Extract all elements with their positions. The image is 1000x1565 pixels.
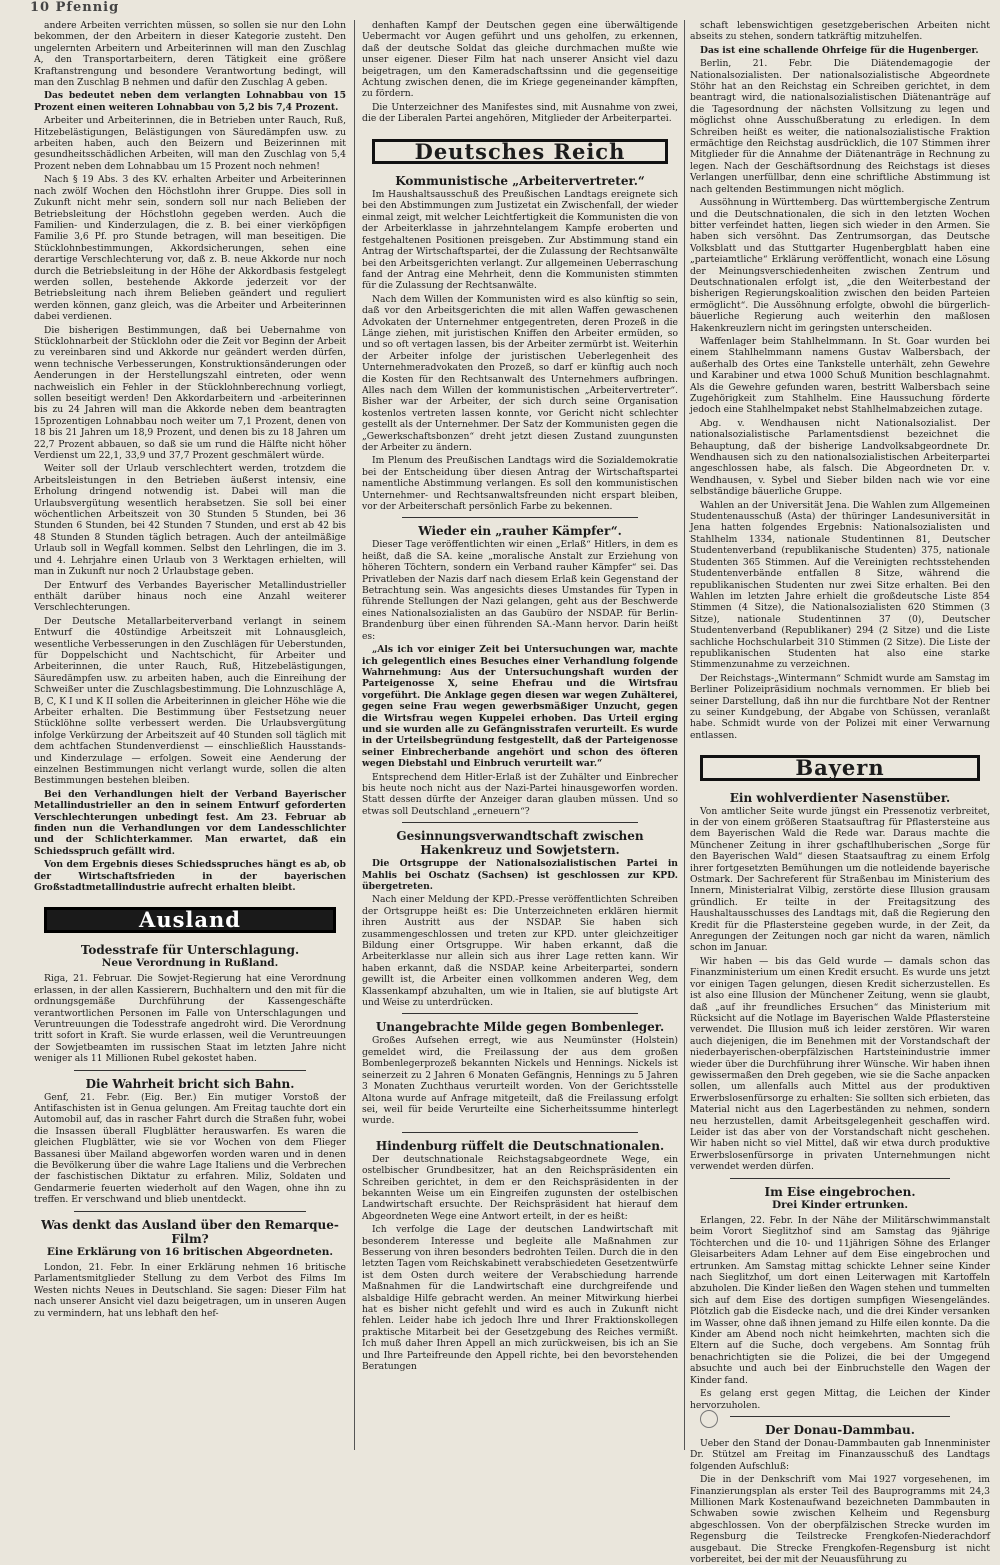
binding-hole-icon	[700, 1410, 718, 1428]
paragraph: Der Entwurf des Verbandes Bayerischer Metallindustrieller enthält darüber hinaus noch eine Anzahl weiterer Verschlechterungen.	[34, 579, 346, 614]
paragraph: Ueber den Stand der Donau-Dammbauten gab Innenminister Dr. Stützel am Freitag im Finanzausschuß des Landtags folgenden Aufschluß:	[690, 1437, 990, 1472]
paragraph: Bei den Verhandlungen hielt der Verband Bayerischer Metallindustrieller an den in seinem Entwurf geforderten Verschlechterungen unbedingt fest. Am 23. Februar ab finden nun die Verhandlungen vor dem Landesschlichter und der Schlichterkammer. Man erwartet, daß ein Schiedsspruch gefällt wird.	[34, 788, 346, 857]
divider	[402, 517, 638, 518]
divider	[730, 1178, 950, 1179]
page-header: 10 Pfennig	[30, 0, 120, 15]
paragraph: Der Reichstags-„Wintermann“ Schmidt wurde am Samstag im Berliner Polizeipräsidium nochmals vernommen. Er blieb bei seiner Darstellung, daß ihn nur die furchtbare Not der Rentner zu seiner Kundgebung, der Abgabe von Schüssen, veranlaßt habe. Schmidt wurde von der Polizei mit einer Verwarnung entlassen.	[690, 672, 990, 741]
article-subtitle: Eine Erklärung von 16 britischen Abgeordneten.	[46, 1245, 334, 1258]
paragraph: Von amtlicher Seite wurde jüngst ein Pressenotiz verbreitet, in der von einem größeren Staatsauftrag für Pflastersteine aus dem Bayerischen Wald die Rede war. Daraus machte die Münchener Zeitung in ihrer gschaftlhuberischen „Sorge für den Bayerischen Wald“ diesen Staatsauftrag zu einem Erfolg ihrer fortgesetzten Bemühungen um die notleidende bayerische Ostmark. Der Sachreferent für Straßenbau im Ministerium des Innern, Ministerialrat Vilbig, zerstörte diese Illusion grausam gründlich. Er teilte in der Freitagsitzung des Haushaltausschusses des Landtags mit, daß die Regierung den Kredit für die Pflastersteine gegeben wurde, in der Zeit, da Anregungen der Zeitungen noch gar nicht da waren, nämlich schon im Januar.	[690, 805, 990, 954]
paragraph: Riga, 21. Februar. Die Sowjet-Regierung hat eine Verordnung erlassen, in der allen Kassierern, Buchhaltern und den mit für die ordnungsgemäße Durchführung der Kassengeschäfte verantwortlichen Personen im Falle von Unterschlagungen und Veruntreuungen die Todesstrafe angedroht wird. Die Verordnung tritt sofort in Kraft. Sie wurde erlassen, weil die Veruntreuungen der Sowjetbeamten im russischen Staat im letzten Jahre nicht weniger als 11 Millionen Rubel gekostet haben.	[34, 973, 346, 1065]
paragraph: Die Ortsgruppe der Nationalsozialistischen Partei in Mahlis bei Oschatz (Sachsen) ist geschlossen zur KPD. übergetreten.	[362, 858, 678, 892]
article-subtitle: Drei Kinder ertrunken.	[771, 1198, 909, 1211]
article-title: Was denkt das Ausland über den Remarque-Film?	[41, 1217, 339, 1246]
paragraph: Erlangen, 22. Febr. In der Nähe der Militärschwimmanstalt beim Vorort Sieglitzhof sind am Samstag das 9jährige Töchterchen und die 10- und 11jährigen Söhne des Erlanger Gleisarbeiters Adam Lehner auf dem Eise eingebrochen und ertrunken. Am Samstag mittag schickte Lehner seine Kinder nach Sieglitzhof, um dort einen Leiterwagen mit Kartoffeln abzuholen. Die Kinder ließen den Wagen stehen und tummelten sich auf dem Eise des dortigen sumpfigen Wiesengeländes. Plötzlich gab die Eisdecke nach, und die drei Kinder versanken im Wasser, ohne daß ihnen jemand zu Hilfe eilen konnte. Da die Kinder am Abend noch nicht heimkehrten, machten sich die Eltern auf die Suche, doch vergebens. Am Sonntag früh benachrichtigten sie die Polizei, die bei der Umgegend absuchte und auch bei der Einbruchstelle den Wagen der Kinder fand.	[690, 1215, 990, 1386]
divider	[74, 1211, 306, 1212]
column-2	[362, 20, 678, 1450]
paragraph: Das ist eine schallende Ohrfeige für die Hugenberger.	[700, 44, 979, 56]
section-header-ausland: Ausland	[44, 907, 336, 932]
column-1	[34, 20, 346, 1450]
paragraph: London, 21. Febr. In einer Erklärung nehmen 16 britische Parlamentsmitglieder Stellung zu dem Verbot des Films Im Westen nichts Neues in Deutschland. Sie sagen: Dieser Film hat nach unserer Ansicht viel dazu beigetragen, um in unseren Augen zu vermindern, hat uns lebhaft den hef-	[34, 1262, 346, 1319]
paragraph: Nach dem Willen der Kommunisten wird es also künftig so sein, daß vor den Arbeitsgerichten die mit allen Waffen gewaschenen Advokaten der Unternehmer entgegentreten, deren Prozeß in die Länge ziehen, mit juristischen Kniffen den Arbeiter ermüden, so und so oft vertagen lassen, bis der Arbeiter zermürbt ist. Weiterhin der Arbeiter infolge der juristischen Ueberlegenheit des Unternehmeradvokaten den Prozeß, so darf er künftig auch noch die Kosten für den Rechtsanwalt des Unternehmers aufbringen. Alles nach dem Willen der kommunistischen „Arbeitervertreter“. Bisher war der Arbeiter, der sich durch seine Organisation kostenlos vertreten lassen konnte, vor Gericht nicht schlechter gestellt als der Unternehmer. Der Satz der Kommunisten gegen die „Gewerkschaftsbonzen“ dreht jetzt diesen Zustand zuungunsten der Arbeiter zu ändern.	[362, 293, 678, 453]
paragraph: Im Haushaltsausschuß des Preußischen Landtags ereignete sich bei den Abstimmungen zum Justizetat ein Zwischenfall, der wieder einmal zeigt, mit welcher Leichtfertigkeit die Kommunisten die von der Arbeiterklasse in jahrzehntelangem Kampfe eroberten und festgehaltenen Positionen preisgeben. Zur Abstimmung stand ein Antrag der Wirtschaftspartei, der die Zulassung der Rechtsanwälte bei den Arbeitsgerichten verlangt. Zur allgemeinen Ueberraschung fand der Antrag eine Mehrheit, denn die Kommunisten stimmten für die Zulassung der Rechtsanwälte.	[362, 189, 678, 292]
paragraph: Dieser Tage veröffentlichten wir einen „Erlaß“ Hitlers, in dem es heißt, daß die SA. keine „moralische Anstalt zur Erziehung von höheren Töchtern, sondern ein Verband rauher Kämpfer“ sei. Das Privatleben der Nazis darf nach diesem Erlaß kein Gegenstand der Betrachtung sein. Was angesichts dieses Umstandes für Typen in führende Stellungen der Nazi gelangen, geht aus der Beschwerde eines Nationalsozialisten an das Gaubüro der NSDAP. für Berlin-Brandenburg über einen führenden SA.-Mann hervor. Darin heißt es:	[362, 539, 678, 642]
paragraph: Nach einer Meldung der KPD.-Presse veröffentlichten Schreiben der Ortsgruppe heißt es: Die Unterzeichneten erklären hiermit ihren Austritt aus der NSDAP. Sie haben sich zusammengeschlossen und treten zur KPD. unter gleichzeitiger Bildung einer Ortsgruppe. Wir haben erkannt, daß die Arbeiterklasse nur allein sich aus ihrer Lage retten kann. Wir haben erkannt, daß die NSDAP. keine Arbeiterpartei, sondern gewillt ist, die Arbeiter einen vollkommen anderen Weg, dem Klassenkampf abzuhalten, um wie in Italien, sie auf blutigste Art und Weise zu unterdrücken.	[362, 894, 678, 1009]
paragraph: denhaften Kampf der Deutschen gegen eine überwältigende Uebermacht vor Augen geführt und uns geholfen, zu erkennen, daß der deutsche Soldat das gleiche durchmachen mußte wie unser eigener. Dieser Film hat nach unserer Ansicht viel dazu beigetragen, um den Kameradschaftssinn und die gegenseitige Achtung zwischen denen, die im Kriege gegeneinander kämpften, zu fördern.	[362, 20, 678, 100]
paragraph: Abg. v. Wendhausen nicht Nationalsozialist. Der nationalsozialistische Parlamentsdienst bezeichnet die Behauptung, daß der bisherige Landvolksabgeordnete Dr. Wendhausen sich zu den nationalsozialistischen Arbeiterpartei angeschlossen habe, als falsch. Die Abgeordneten Dr. v. Wendhausen, v. Sybel und Sieber bilden nach wie vor eine selbständige bäuerliche Gruppe.	[690, 417, 990, 498]
article-title: Die Wahrheit bricht sich Bahn.	[85, 1076, 295, 1091]
article-title: Todesstrafe für Unterschlagung.	[80, 942, 300, 957]
paragraph: Die in der Denkschrift vom Mai 1927 vorgesehenen, im Finanzierungsplan als erster Teil des Bauprogramms mit 24,3 Millionen Mark Kostenaufwand bezeichneten Dammbauten in Schwaben sowie zwischen Kelheim und Regensburg abgeschlossen. Von der oberpfälzischen Strecke wurden im Regensburg die Teilstrecke Frengkofen-Niederachdorf ausgebaut. Die Strecke Frengkofen-Regensburg ist nicht vorbereitet, bei der mit der Neuausführung zu	[690, 1474, 990, 1565]
divider	[74, 1070, 306, 1071]
article-title: Ein wohlverdienter Nasenstüber.	[729, 790, 951, 805]
paragraph: schaft lebenswichtigen gesetzgeberischen Arbeiten nicht abseits zu stehen, sondern tatkräftig mitzuhelfen.	[690, 20, 990, 43]
paragraph: Arbeiter und Arbeiterinnen, die in Betrieben unter Rauch, Ruß, Hitzebelästigungen, Belästigungen von Säuredämpfen usw. zu arbeiten haben, auch den Beizern und Beizerinnen mit gesundheitsschädlichen Arbeiten, will man den Zuschlag von 5,4 Prozent neben dem Lohnabbau um 15 Prozent noch nehmen!	[34, 115, 346, 172]
paragraph: Wir haben — bis das Geld wurde — damals schon das Finanzministerium um einen Kredit ersucht. Es wurde uns jetzt vor einigen Tagen gelungen, diesen Kredit sicherzustellen. Es ist also eine Illusion der Münchener Zeitung, wenn sie glaubt, daß „auf ihr freundliches Ersuchen“ das Ministerium mit Rücksicht auf die Notlage im Bayerischen Walde Pflastersteine verwendet. Die Illusion muß ich leider zerstören. Wir waren auch diejenigen, die im Benehmen mit der Vorstandschaft der niederbayerischen-oberpfälzischen Hartsteinindustrie immer wieder über die Durchführung ihrer Wünsche. Wir haben ihnen gewissermaßen den Dreh gegeben, wie sie die Sache anpacken sollen, um allenfalls auch Mittel aus der produktiven Erwerbslosenfürsorge zu erhalten: Sie sollten sich erbieten, das Material nicht aus den Lagerbeständen zu nehmen, sondern neu herzustellen, damit Arbeitsgelegenheit geschaffen wird. Leider ist das aber von der Vorstandschaft nicht geschehen. Wir haben nicht so viel Mittel, daß wir etwa durch produktive Erwerbslosenfürsorge in privaten Unternehmungen nicht verwendet werden dürfen.	[690, 955, 990, 1173]
paragraph: Die bisherigen Bestimmungen, daß bei Uebernahme von Stücklohnarbeit der Stücklohn oder die Zeit vor Beginn der Arbeit zu vereinbaren sind und Akkorde nur geändert werden dürfen, wenn technische Verbesserungen, Konstruktionsänderungen oder Aenderungen in der Herstellungszahl eintreten, oder wenn nachweislich ein Fehler in der Stücklohnberechnung vorliegt, sollen beseitigt werden! Den Akkordarbeitern und -arbeiterinnen bis zu 24 Jahren will man die Akkorde neben dem beantragten 15prozentigen Lohnabbau noch weiter um 7,1 Prozent, denen von 18 bis 21 Jahren um 18,9 Prozent, und denen bis zu 18 Jahren um 22,7 Prozent abbauen, so daß sie um rund die Hälfte nicht höher Verdienst um 22,1, 33,9 und 37,7 Prozent geschmälert würde.	[34, 324, 346, 462]
article-title: Hindenburg rüffelt die Deutschnationalen.	[375, 1138, 665, 1153]
paragraph: Großes Aufsehen erregt, wie aus Neumünster (Holstein) gemeldet wird, die Freilassung der aus dem großen Bombenlegerprozeß bekannten Nickels und Hennings. Nickels ist seinerzeit zu 2 Jahren 6 Monaten Gefängnis, Hennings zu 5 Jahren 3 Monaten Zuchthaus verurteilt worden. Von der Gerichtsstelle Altona wurde auf Anfrage mitgeteilt, daß die Freilassung erfolgt sei, weil für beide Verurteilte eine Sicherheitssumme hinterlegt wurde.	[362, 1035, 678, 1127]
paragraph: Weiter soll der Urlaub verschlechtert werden, trotzdem die Arbeitsleistungen in den Betrieben äußerst intensiv, eine Erholung dringend notwendig ist. Dabei will man die Urlaubsvergütung wesentlich herabsetzen. Sie soll bei einer wöchentlichen Arbeitszeit von 30 Stunden 5 Stunden, bei 36 Stunden 6 Stunden, bei 42 Stunden 7 Stunden, und erst ab 42 bis 48 Stunden 8 Stunden täglich betragen. Auch der anteilmäßige Urlaub soll in Wegfall kommen. Selbst den Lehrlingen, die im 3. und 4. Lehrjahre einen Urlaub von 3 Werktagen erhielten, will man in Zukunft nur noch 2 Urlaubstage geben.	[34, 463, 346, 578]
paragraph: Nach § 19 Abs. 3 des KV. erhalten Arbeiter und Arbeiterinnen nach zwölf Wochen den Höchstlohn ihrer Gruppe. Dies soll in Zukunft nicht mehr sein, sondern soll nur nach Belieben der Betriebsleitung der Höchstlohn gegeben werden. Auch die Familien- und Kinderzulagen, die z. B. bei einer vierköpfigen Familie 3,6 Pf. pro Stunde betragen, will man beseitigen. Die Stücklohnbestimmungen, Akkordsicherungen, sehen eine derartige Verschlechterung vor, daß z. B. neue Akkorde nur noch durch die Betriebsleitung in der Höhe der Akkordbasis festgelegt werden sollen, bestehende Akkorde jederzeit vor der Betriebsleitung nach ihrem Belieben geändert und reguliert werden können, ganz gleich, was die Arbeiter und Arbeiterinnen dabei verdienen.	[34, 174, 346, 323]
paragraph: Berlin, 21. Febr. Die Diätendemagogie der Nationalsozialisten. Der nationalsozialistische Abgeordnete Stöhr hat an den Reichstag ein Schreiben gerichtet, in dem beantragt wird, die nationalsozialistischen Diätenanträge auf die Tagesordnung der nächsten Vollsitzung zu legen und möglichst ohne Ausschußberatung zu erledigen. In dem Schreiben heißt es weiter, die nationalsozialistische Fraktion ermächtige den Reichstag ausdrücklich, die 107 Stimmen ihrer Mitglieder für die Annahme der Diätenanträge in Rechnung zu legen. Nach der Geschäftsordnung des Reichstags ist dieses Verlangen unerfüllbar, denn eine schriftliche Abstimmung ist nach geltenden Bestimmungen nicht möglich.	[690, 58, 990, 195]
paragraph: Von dem Ergebnis dieses Schiedsspruches hängt es ab, ob der Wirtschaftsfrieden in der bayerischen Großstadtmetallindustrie aufrecht erhalten bleibt.	[34, 859, 346, 894]
divider	[730, 1416, 950, 1417]
divider	[402, 822, 638, 823]
paragraph: andere Arbeiten verrichten müssen, so sollen sie nur den Lohn bekommen, der den Arbeitern in dieser Kategorie zusteht. Den ungelernten Arbeitern und Arbeiterinnen will man den Zuschlag A, den Transportarbeitern, deren Tätigkeit eine größere Kraftanstrengung und besondere Verantwortung bedingt, will man den Zuschlag B nehmen und dafür den Zuschlag A geben.	[34, 20, 346, 89]
column-rule	[684, 20, 685, 1450]
paragraph: Der Deutsche Metallarbeiterverband verlangt in seinem Entwurf die 40stündige Arbeitszeit mit Lohnausgleich, wesentliche Verbesserungen in den Zuschlägen für Ueberstunden, für Doppelschicht und Nachtschicht, für Arbeiter und Arbeiterinnen, die unter Rauch, Ruß, Hitzebelästigungen, Säuredämpfen usw. zu arbeiten haben, auch die Einreihung der Schweißer unter die Zuschlagsbestimmung. Die Lohnzuschläge A, B, C, K I und K II sollen die Arbeiterinnen in gleicher Höhe wie die Arbeiter erhalten. Die Bestimmung über Festsetzung neuer Stücklöhne sollte verbessert werden. Die Urlaubsvergütung infolge Verkürzung der Arbeitszeit auf 40 Stunden soll täglich mit dem achtfachen Stundenverdienst — einschließlich Hausstands- und Kinderzulage — erfolgen. Soweit eine Aenderung der einzelnen Bestimmungen nicht verlangt wurde, sollen die alten Bestimmungen bestehen bleiben.	[34, 615, 346, 787]
paragraph: Es gelang erst gegen Mittag, die Leichen der Kinder hervorzuholen.	[690, 1388, 990, 1411]
paragraph: Der deutschnationale Reichstagsabgeordnete Wege, ein ostelbischer Grundbesitzer, hat an den Reichspräsidenten ein Schreiben gerichtet, in dem er den Reichspräsidenten in der bekannten Weise um ein Eingreifen zugunsten der ostelbischen Landwirtschaft ersuchte. Der Reichspräsident hat hierauf dem Abgeordneten Wege eine Antwort erteilt, in der es heißt:	[362, 1153, 678, 1222]
paragraph: Ich verfolge die Lage der deutschen Landwirtschaft mit besonderem Interesse und begleite alle Maßnahmen zur Besserung von ihren besonders bedrohten Teilen. Durch die in den letzten Tagen vom Reichskabinett verabschiedeten Gesetzentwürfe ist dem Osten durch weitere der Verabschiedung harrende Maßnahmen für die Landwirtschaft eine durchgreifende und alsbaldige Hilfe gebracht werden. An meiner Mitwirkung hierbei hat es bisher nicht gefehlt und wird es auch in Zukunft nicht fehlen. Leider habe ich jedoch Ihre und Ihrer Fraktionskollegen praktische Mitarbeit bei der Gesetzgebung des Reiches vermißt. Ich muß daher Ihren Appell an mich zurückweisen, bis ich an Sie und Ihre Parteifreunde den Appell richte, bei den bevorstehenden Beratungen	[362, 1224, 678, 1373]
article-title: Wieder ein „rauher Kämpfer“.	[418, 524, 622, 539]
paragraph: „Als ich vor einiger Zeit bei Untersuchungen war, machte ich gelegentlich eines Besuches einer Verhandlung folgende Wahrnehmung: Aus der Untersuchungshaft wurden der Parteigenosse X, seine Ehefrau und die Wirtsfrau vorgeführt. Die Anklage gegen diesen war wegen Zuhälterei, gegen seine Frau wegen gewerbsmäßiger Unzucht, gegen die Wirtsfrau wegen Kuppelei erhoben. Das Urteil erging und sie wurden alle zu Gefängnisstrafen verurteilt. Es wurde in der Urteilsbegründung festgestellt, daß der Parteigenosse seiner Einbrecherbande angehört und schon des öfteren wegen Diebstahl und Einbruch verurteilt war.“	[362, 644, 678, 770]
paragraph: Genf, 21. Febr. (Eig. Ber.) Ein mutiger Vorstoß der Antifaschisten ist in Genua gelungen. Am Freitag tauchte dort ein Automobil auf, das in rascher Fahrt durch die Straßen fuhr, wobei die Insassen überall Flugblätter herauswarfen. Es waren die gleichen Flugblätter, wie sie vor Wochen von dem Flieger Bassanesi über Mailand abgeworfen worden waren und in denen die Bevölkerung über die wahre Lage Italiens und die Verbrechen der faschistischen Diktatur zu erfahren. Miliz, Soldaten und Gendarmerie feuerten wiederholt auf den Wagen, ohne ihn zu treffen. Er verschwand und blieb unentdeckt.	[34, 1091, 346, 1206]
divider	[402, 1132, 638, 1133]
paragraph: Im Plenum des Preußischen Landtags wird die Sozialdemokratie bei der Entscheidung über diesen Antrag der Wirtschaftspartei namentliche Abstimmung verlangen. Es soll den kommunistischen Unternehmer- und Rechtsanwaltsfreunden nicht erspart bleiben, vor der Arbeiterschaft persönlich Farbe zu bekennen.	[362, 455, 678, 513]
paragraph: Waffenlager beim Stahlhelmmann. In St. Goar wurden bei einem Stahlhelmmann namens Gustav Walbersbach, der außerhalb des Ortes eine Tankstelle unterhält, zehn Gewehre und Karabiner und etwa 1000 Schuß Munition beschlagnahmt. Als die Gewehre gefunden waren, bestritt Walbersbach seine Zugehörigkeit zum Stahlhelm. Eine Haussuchung förderte jedoch eine Stahlhelmpaket nebst Stahlhelmabzeichen zutage.	[690, 335, 990, 416]
paragraph: Die Unterzeichner des Manifestes sind, mit Ausnahme von zwei, die der Liberalen Partei angehören, Mitglieder der Arbeiterpartei.	[362, 101, 678, 125]
article-title: Kommunistische „Arbeitervertreter.“	[395, 174, 645, 189]
paragraph: Das bedeutet neben dem verlangten Lohnabbau von 15 Prozent einen weiteren Lohnabbau von 5,2 bis 7,4 Prozent.	[34, 90, 346, 113]
article-subtitle: Neue Verordnung in Rußland.	[101, 956, 279, 969]
article-title: Gesinnungsverwandtschaft zwischen Hakenkreuz und Sowjetstern.	[396, 829, 644, 858]
paragraph: Entsprechend dem Hitler-Erlaß ist der Zuhälter und Einbrecher bis heute noch nicht aus der Nazi-Partei hinausgeworfen worden. Statt dessen dürfte der Anzeiger daran glauben müssen. Und so etwas soll Deutschland „erneuern“?	[362, 771, 678, 817]
article-title: Im Eise eingebrochen.	[764, 1184, 916, 1199]
article-title: Unangebrachte Milde gegen Bombenleger.	[375, 1020, 665, 1035]
paragraph: Aussöhnung in Württemberg. Das württembergische Zentrum und die Deutschnationalen, die sich in den letzten Wochen bitter verfeindet hatten, liegen sich wieder in den Armen. Sie haben sich versöhnt. Das Zentrumsorgan, das Deutsche Volksblatt und das Stuttgarter Hugenbergblatt haben eine „parteiamtliche“ Erklärung veröffentlicht, wonach eine Lösung der Meinungsverschiedenheiten zwischen Zentrum und Deutschnationalen erfolgt ist, „die den Weiterbestand der bisherigen Regierungskoalition zwischen den beiden Parteien ermöglicht“. Die Aussöhnung erfolgte, obwohl die bürgerlich-bäuerliche Regierung auch weiterhin den maßlosen Hakenkreuzlern nicht im geringsten unterscheiden.	[690, 197, 990, 334]
column-3	[690, 20, 990, 1565]
column-rule	[354, 20, 355, 1450]
section-header-deutsches-reich: Deutsches Reich	[372, 139, 668, 164]
article-title: Der Donau-Dammbau.	[765, 1422, 915, 1437]
section-header-bayern: Bayern	[700, 755, 980, 780]
divider	[402, 1013, 638, 1014]
paragraph: Wahlen an der Universität Jena. Die Wahlen zum Allgemeinen Studentenausschuß (Asta) der thüringer Landesuniversität in Jena hatten folgendes Ergebnis: Nationalsozialisten und Stahlhelm 1334, nationale Studentinnen 81, Deutscher Studentenverband (republikanische Studenten) 375, nationale Studenten 365 Stimmen. Auf die Vereinigten rechtsstehenden Studentenverbände entfallen 8 Sitze, während die republikanischen Studenten nur zwei Sitze erhalten. Bei den Wahlen im letzten Jahre erhielt die großdeutsche Liste 854 Stimmen (4 Sitze), die Nationalsozialisten 620 Stimmen (3 Sitze), nationale Studentinnen 37 (0), Deutscher Studentenverband (Republikaner) 294 (2 Sitze) und die Liste sachliche Hochschularbeit 310 Stimmen (2 Sitze). Die Liste der republikanischen Studenten hat also eine starke Stimmenzunahme zu verzeichnen.	[690, 499, 990, 671]
